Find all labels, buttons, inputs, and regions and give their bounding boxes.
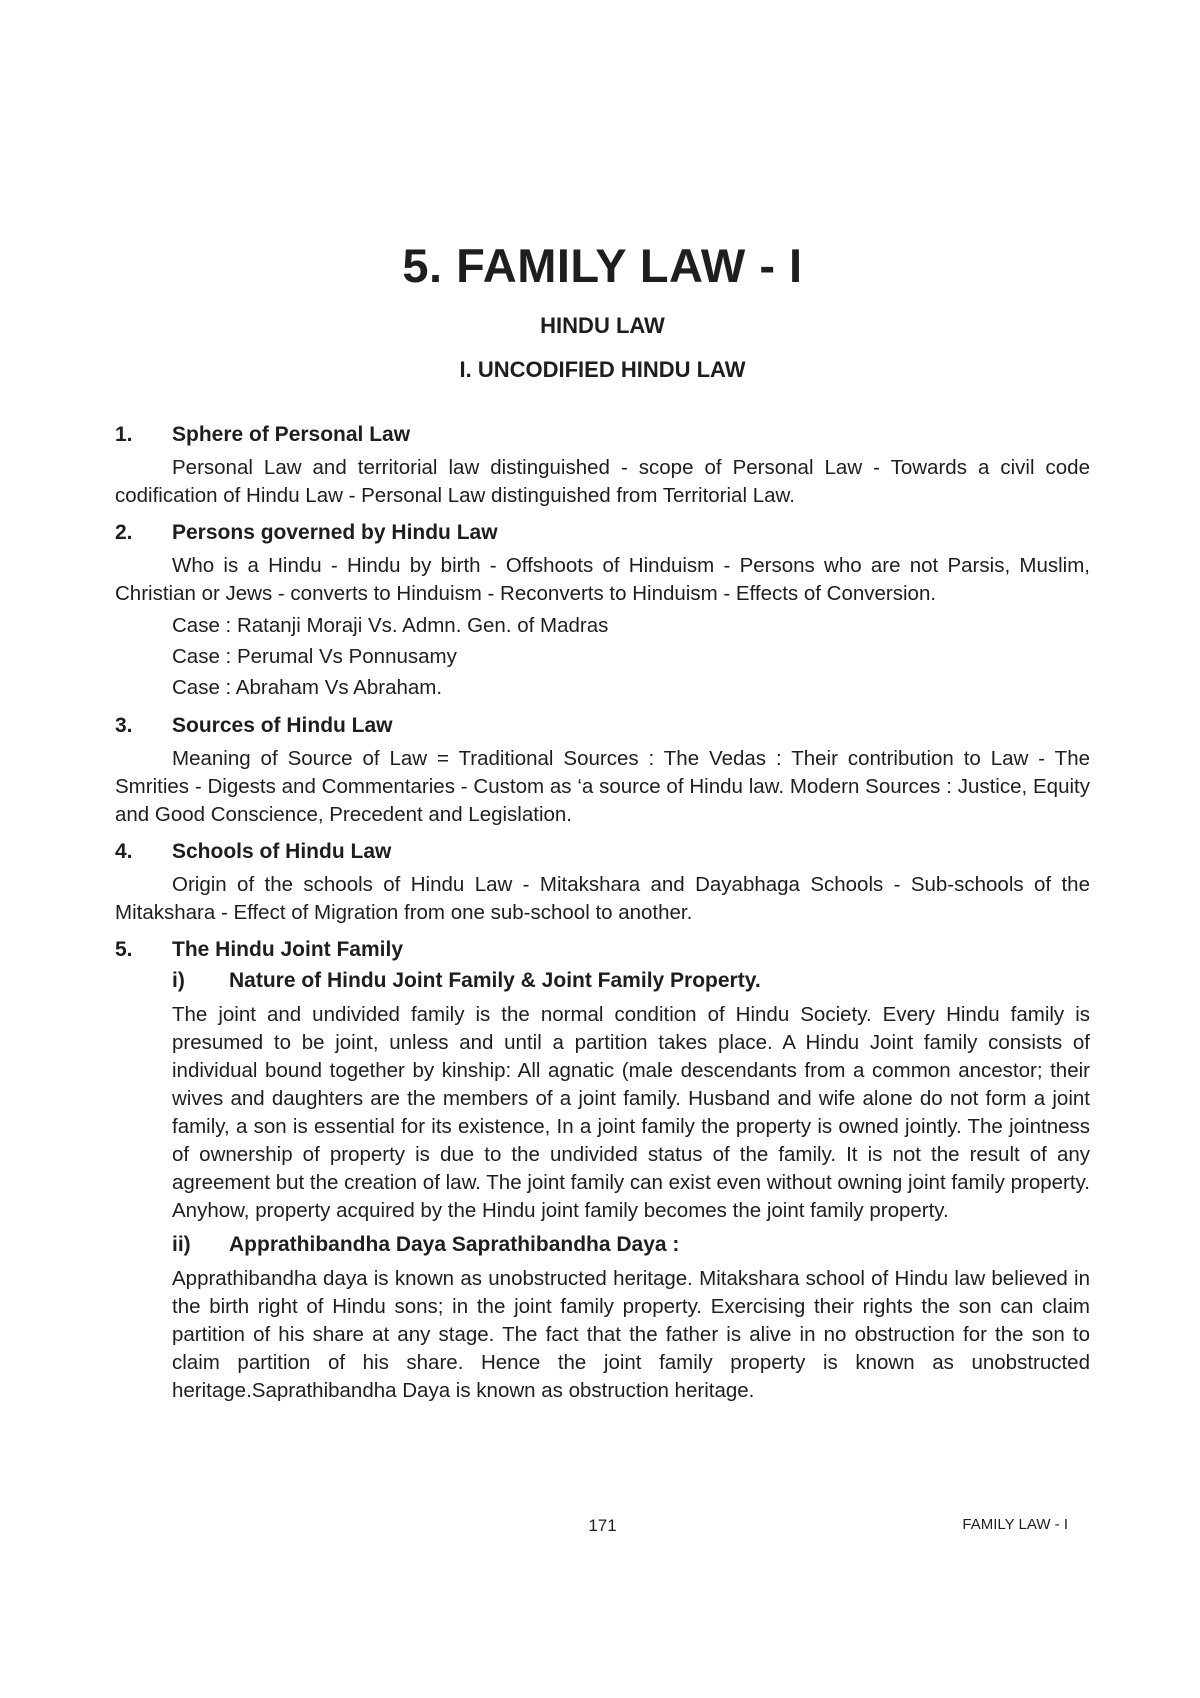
section-title: Persons governed by Hindu Law xyxy=(172,521,498,544)
subsection-text: Apprathibandha daya is known as unobstructed heritage. Mitakshara school of Hindu law believed in the birth right of Hindu sons; in the joint family property. Exercising their rights the son can claim partition of his share at any stage. The fact that the father is alive in no obstruction for the son to claim partition of his share. Hence the joint family property is known as unobstructed heritage.Saprathibandha Daya is known as obstruction heritage. xyxy=(172,1267,1090,1402)
section-heading xyxy=(115,935,1090,965)
section-2 xyxy=(115,518,1090,703)
section-heading xyxy=(115,518,1090,548)
page-number: 171 xyxy=(588,1516,617,1535)
section-4 xyxy=(115,837,1090,927)
section-text: Personal Law and territorial law distinguished - scope of Personal Law - Towards a civil code codification of Hindu Law - Personal Law distinguished from Territorial Law. xyxy=(115,456,1090,507)
subsection-title: Nature of Hindu Joint Family & Joint Family Property. xyxy=(229,969,761,992)
running-title: FAMILY LAW - I xyxy=(962,1516,1068,1533)
subtitle-hindu-law: HINDU LAW xyxy=(540,313,665,338)
section-1 xyxy=(115,420,1090,510)
section-text: Meaning of Source of Law = Traditional Sources : The Vedas : Their contribution to Law - The Smrities - Digests and Commentaries - Custom as ‘a source of Hindu law. Modern Sources : Justice, Equity and Good Conscience, Precedent and Legislation. xyxy=(115,747,1090,826)
section-5 xyxy=(115,935,1090,1405)
section-title: Sphere of Personal Law xyxy=(172,423,411,446)
page-footer xyxy=(115,1516,1090,1546)
section-number: 4. xyxy=(115,840,133,863)
section-title: The Hindu Joint Family xyxy=(172,938,404,961)
section-title: Sources of Hindu Law xyxy=(172,714,393,737)
case-citation: Case : Perumal Vs Ponnusamy xyxy=(172,645,457,668)
section-number: 5. xyxy=(115,938,133,961)
section-3 xyxy=(115,711,1090,829)
subsection-title: Apprathibandha Daya Saprathibandha Daya : xyxy=(229,1233,680,1256)
chapter-title: 5. FAMILY LAW - I xyxy=(402,239,803,292)
section-number: 1. xyxy=(115,423,133,446)
section-heading xyxy=(115,420,1090,450)
subtitle-uncodified: I. UNCODIFIED HINDU LAW xyxy=(459,357,746,382)
document-body xyxy=(115,420,1090,1409)
subsection-text: The joint and undivided family is the normal condition of Hindu Society. Every Hindu family is presumed to be joint, unless and until a partition takes place. A Hindu Joint family consists of individual bound together by kinship: All agnatic (male descendants from a common ancestor; their wives and daughters are the members of a joint family. Husband and wife alone do not form a joint family, a son is essential for its existence, In a joint family the property is owned jointly. The jointness of ownership of property is due to the undivided status of the family. It is not the result of any agreement but the creation of law. The joint family can exist even without owning joint family property. Anyhow, property acquired by the Hindu joint family becomes the joint family property. xyxy=(172,1003,1090,1222)
section-text: Who is a Hindu - Hindu by birth - Offshoots of Hinduism - Persons who are not Parsis, Muslim, Christian or Jews - converts to Hinduism - Reconverts to Hinduism - Effects of Conversion. xyxy=(115,554,1090,605)
section-heading xyxy=(115,837,1090,867)
case-list xyxy=(115,610,1090,703)
section-title: Schools of Hindu Law xyxy=(172,840,392,863)
subsection-number: i) xyxy=(172,969,185,992)
subsection-number: ii) xyxy=(172,1233,191,1256)
section-number: 3. xyxy=(115,714,133,737)
section-number: 2. xyxy=(115,521,133,544)
subsection-heading xyxy=(115,965,1090,997)
case-citation: Case : Abraham Vs Abraham. xyxy=(172,676,443,699)
section-heading xyxy=(115,711,1090,741)
subsection-heading xyxy=(115,1229,1090,1261)
case-citation: Case : Ratanji Moraji Vs. Admn. Gen. of Madras xyxy=(172,614,609,637)
section-text: Origin of the schools of Hindu Law - Mitakshara and Dayabhaga Schools - Sub-schools of the Mitakshara - Effect of Migration from one sub-school to another. xyxy=(115,873,1090,924)
